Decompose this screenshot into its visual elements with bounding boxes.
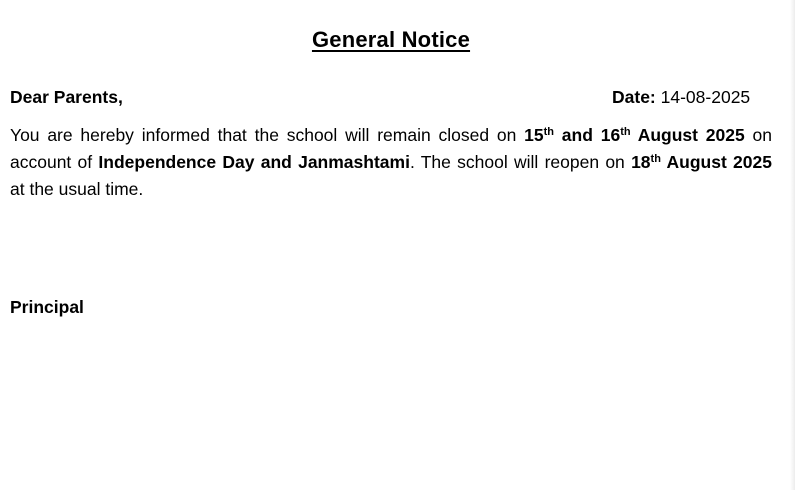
body-bold-6: August 2025: [660, 152, 772, 172]
notice-title: General Notice: [311, 27, 471, 52]
body-bold-4: Independence Day and Janmashtami: [98, 152, 410, 172]
body-sup-1: th: [543, 126, 554, 138]
body-bold-5: 18: [631, 152, 651, 172]
body-bold-1: 15: [524, 125, 544, 145]
body-bold-2: and 16: [554, 125, 621, 145]
body-text-4: at the usual time.: [10, 179, 144, 199]
notice-body: [10, 122, 772, 203]
body-text-2: on account of: [10, 125, 772, 172]
body-text-3: . The school will reopen on: [409, 152, 632, 172]
date-value: 14-08-2025: [660, 87, 751, 107]
body-sup-3: th: [650, 153, 661, 165]
body-bold-3: August 2025: [630, 125, 745, 145]
salutation: Dear Parents,: [10, 87, 123, 107]
notice-date: [612, 87, 750, 108]
page-edge-shadow: [790, 0, 795, 490]
signature: Principal: [10, 297, 84, 317]
body-sup-2: th: [620, 126, 631, 138]
date-label: Date:: [612, 87, 656, 107]
body-text-1: You are hereby informed that the school will remain closed on: [10, 125, 525, 145]
